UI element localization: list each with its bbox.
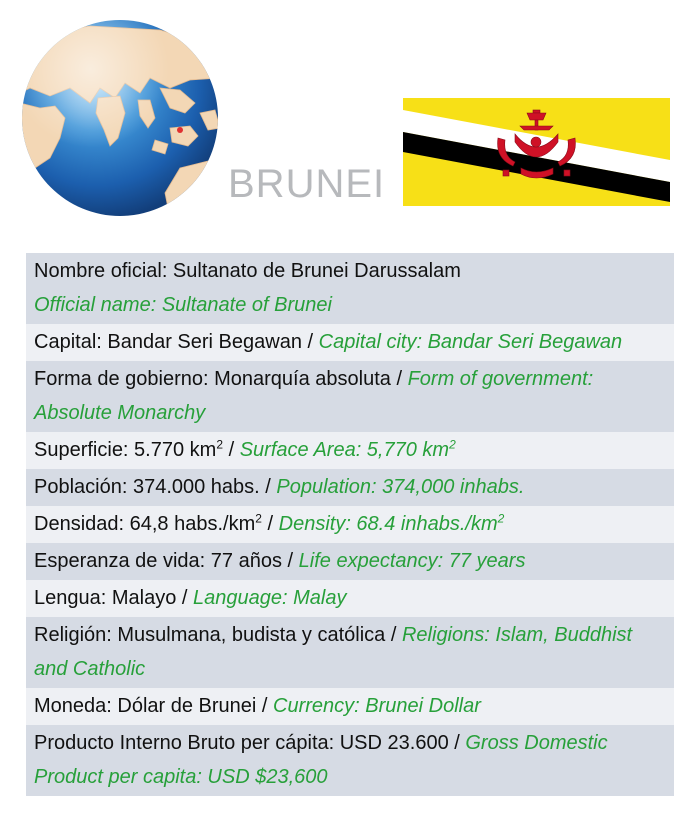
row-capital xyxy=(26,324,674,361)
language-es: Lengua: Malayo xyxy=(34,587,177,609)
capital-en: Capital city: Bandar Seri Begawan xyxy=(318,331,623,353)
separator: / xyxy=(287,550,294,572)
row-language xyxy=(26,580,674,617)
currency-en: Currency: Brunei Dollar xyxy=(273,695,481,717)
population-en: Population: 374,000 inhabs. xyxy=(276,476,525,498)
country-name: BRUNEI xyxy=(228,162,386,206)
separator: / xyxy=(267,513,274,535)
gdp-en: Gross Domestic Product per capita: USD $23,600 xyxy=(34,732,608,788)
separator: / xyxy=(181,587,188,609)
official-name-en: Official name: Sultanate of Brunei xyxy=(34,294,332,316)
religion-es: Religión: Musulmana, budista y católica xyxy=(34,624,386,646)
row-religion xyxy=(26,617,674,688)
surface-en: Surface Area: 5,770 $km^2$ xyxy=(239,437,456,461)
row-density xyxy=(26,506,674,543)
separator: / xyxy=(307,331,314,353)
separator: / xyxy=(261,695,268,717)
government-es: Forma de gobierno: Monarquía absoluta xyxy=(34,368,391,390)
row-gdp xyxy=(26,725,674,796)
row-population xyxy=(26,469,674,506)
capital-es: Capital: Bandar Seri Begawan xyxy=(34,331,302,353)
separator: / xyxy=(265,476,271,498)
brunei-flag-icon xyxy=(403,98,670,206)
header xyxy=(0,0,700,245)
life-expectancy-es: Esperanza de vida: 77 años xyxy=(34,550,282,572)
country-facts-table xyxy=(26,253,674,796)
row-surface xyxy=(26,432,674,469)
language-en: Language: Malay xyxy=(193,587,347,609)
gdp-es: Producto Interno Bruto per cápita: USD 23.600 xyxy=(34,732,449,754)
currency-es: Moneda: Dólar de Brunei xyxy=(34,695,257,717)
government-en: Form of government: Absolute Monarchy xyxy=(34,368,594,424)
official-name-es: Nombre oficial: Sultanato de Brunei Darussalam xyxy=(34,260,461,282)
separator: / xyxy=(454,732,460,754)
globe-icon xyxy=(20,18,220,218)
religion-en: Religions: Islam, Buddhist and Catholic xyxy=(34,624,633,680)
separator: / xyxy=(228,439,235,461)
life-expectancy-en: Life expectancy: 77 years xyxy=(298,550,526,572)
density-en: Density: 68.4 $inhabs./km^2$ xyxy=(278,511,505,535)
population-es: Población: 374.000 habs. xyxy=(34,476,260,498)
row-official-name xyxy=(26,253,674,324)
density-es: Densidad: 64,8 $habs./km^2$ xyxy=(34,511,262,535)
separator: / xyxy=(390,624,397,646)
surface-es: Superficie: 5.770 $km^2$ xyxy=(34,437,224,461)
row-life-expectancy xyxy=(26,543,674,580)
row-government xyxy=(26,361,674,432)
separator: / xyxy=(396,368,403,390)
row-currency xyxy=(26,688,674,725)
